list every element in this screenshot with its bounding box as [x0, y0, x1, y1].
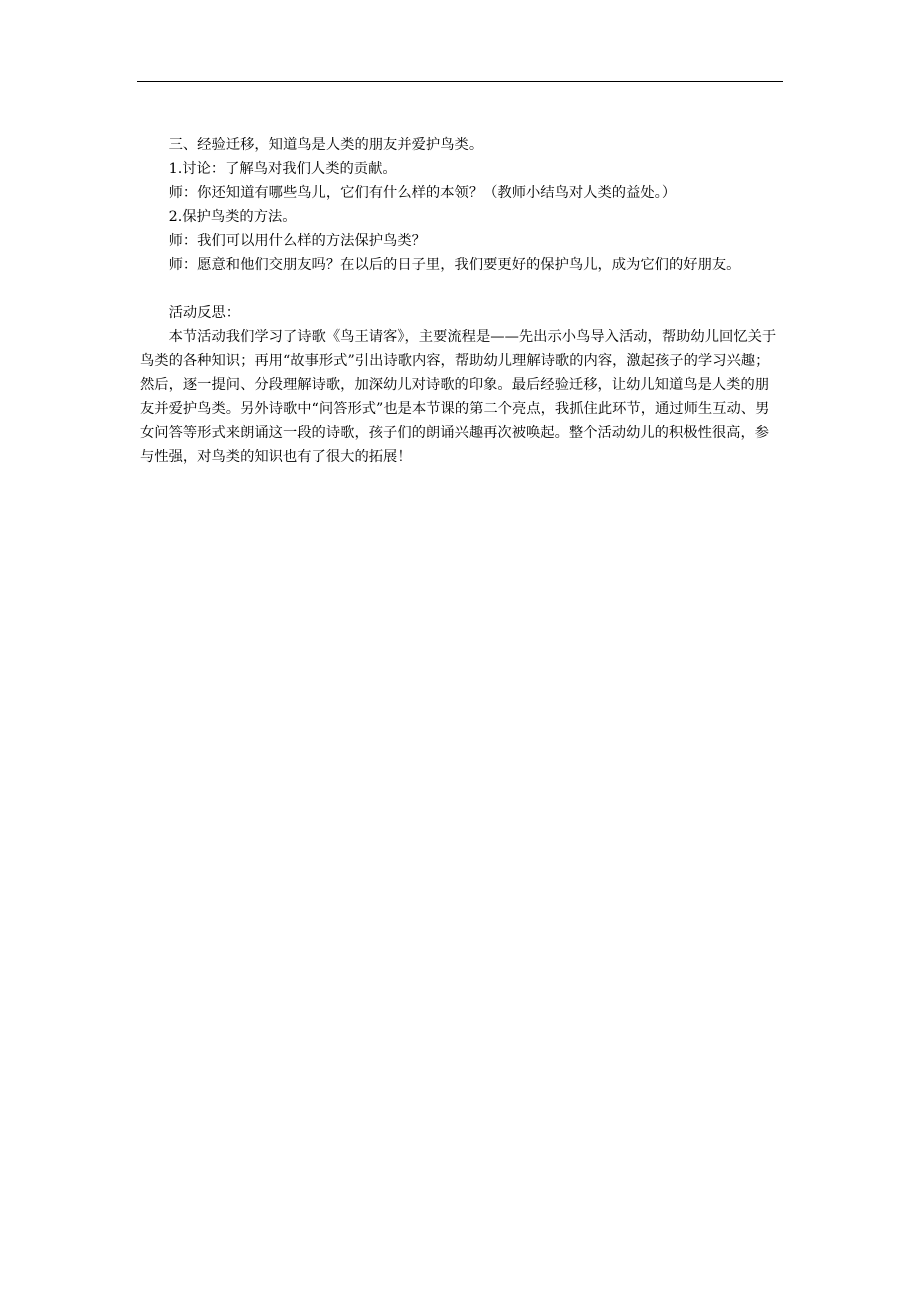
reflection-body: 本节活动我们学习了诗歌《鸟王请客》，主要流程是——先出示小鸟导入活动，帮助幼儿回忆关于鸟类的各种知识；再用“故事形式”引出诗歌内容，帮助幼儿理解诗歌的内容，激起孩子的学习兴趣；然后，逐一提问、分段理解诗歌，加深幼儿对诗歌的印象。最后经验迁移，让幼儿知道鸟是人类的朋友并爱护鸟类。另外诗歌中“问答形式”也是本节课的第二个亮点，我抓住此环节，通过师生互动、男女问答等形式来朗诵这一段的诗歌，孩子们的朗诵兴趣再次被唤起。整个活动幼儿的积极性很高，参与性强，对鸟类的知识也有了很大的拓展！ — [140, 329, 777, 465]
teacher-question-protect: 师：我们可以用什么样的方法保护鸟类？ — [168, 233, 426, 249]
section-heading: 三、经验迁移，知道鸟是人类的朋友并爱护鸟类。 — [168, 137, 484, 153]
discussion-item: 1.讨论：了解鸟对我们人类的贡献。 — [168, 161, 397, 177]
paragraph-gap — [140, 277, 782, 301]
teacher-question-friends: 师：愿意和他们交朋友吗？在以后的日子里，我们要更好的保护鸟儿，成为它们的好朋友。 — [168, 257, 741, 273]
header-rule — [137, 81, 783, 82]
teacher-question-birds: 师：你还知道有哪些鸟儿，它们有什么样的本领？（教师小结鸟对人类的益处。） — [168, 185, 677, 201]
document-body — [140, 133, 782, 469]
reflection-title: 活动反思： — [168, 305, 241, 321]
protection-item: 2.保护鸟类的方法。 — [168, 209, 297, 225]
